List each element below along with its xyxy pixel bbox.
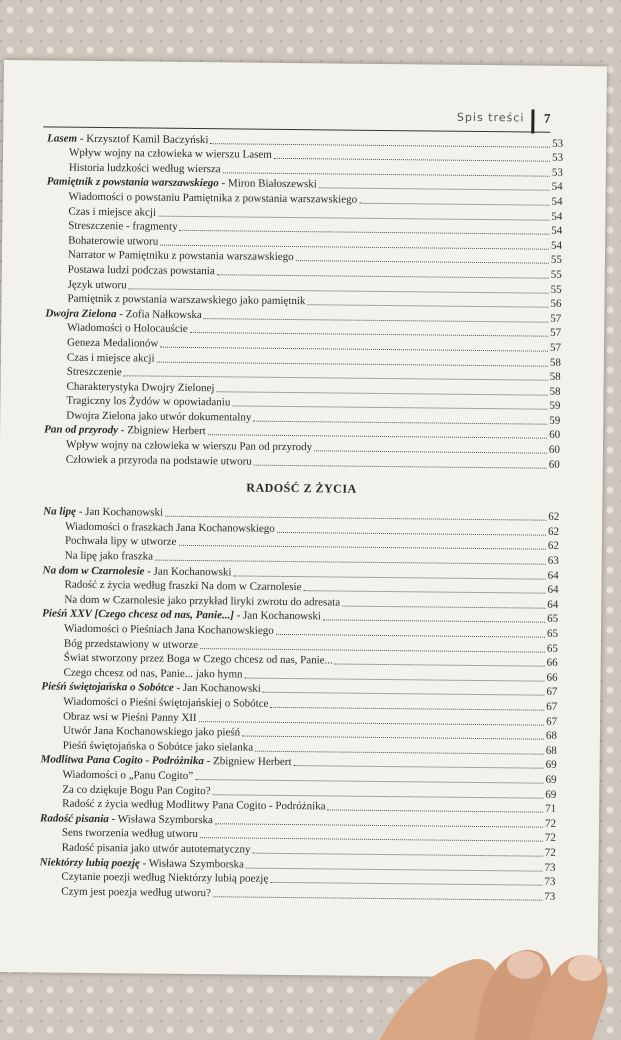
dot-leader <box>254 464 547 468</box>
page-ref: 57 <box>549 341 562 354</box>
subentry-text: Historia ludzkości według wiersza <box>68 161 221 176</box>
page-ref: 65 <box>547 613 559 626</box>
entry-title: Pieśń świętojańska o Sobótce <box>41 680 174 695</box>
page-ref: 72 <box>544 832 556 845</box>
subentry-text: Narrator w Pamiętniku z powstania warszawskiego <box>67 249 294 264</box>
page-ref: 54 <box>551 181 563 194</box>
entry-title: Pamiętnik z powstania warszawskiego <box>46 175 219 190</box>
entry-title: Dwojra Zielona <box>45 307 117 320</box>
page-ref: 57 <box>550 312 562 325</box>
page-ref: 57 <box>550 327 562 340</box>
page-ref: 54 <box>551 224 563 238</box>
dot-leader <box>277 532 546 536</box>
subentry-text: Dwojra Zielona jako utwór dokumentalny <box>66 409 252 424</box>
dot-leader <box>296 260 549 264</box>
subentry-text: Pochwała lipy w utworze <box>64 535 177 549</box>
page-ref: 72 <box>544 846 556 859</box>
subentry-text: Radość pisania jako utwór autotematyczny <box>61 841 251 856</box>
page-ref: 54 <box>551 239 563 252</box>
subentry-text: Utwór Jana Kochanowskiego jako pieśń <box>62 724 241 739</box>
subentry-text: Obraz wsi w Pieśni Panny XII <box>63 710 197 724</box>
page-ref: 65 <box>546 642 558 655</box>
dot-leader <box>276 634 545 638</box>
running-head <box>43 104 550 132</box>
entry-author: - Wisława Szymborska <box>139 856 245 871</box>
entry-title: Lasem <box>47 132 78 145</box>
page-ref: 54 <box>551 210 563 223</box>
page-ref: 67 <box>546 715 558 728</box>
page-ref: 68 <box>545 744 557 757</box>
section-title: RADOŚĆ Z ŻYCIA <box>246 480 357 496</box>
page-ref: 66 <box>546 656 558 670</box>
page-ref: 53 <box>551 151 564 165</box>
dot-leader <box>303 590 545 594</box>
entry-author: - Zbigniew Herbert <box>203 755 292 769</box>
entry-title: Pieśń XXV [Czego chcesz od nas, Panie...] <box>42 607 234 622</box>
subentry-text: Człowiek a przyroda na podstawie utworu <box>65 453 252 468</box>
subentry-text: Język utworu <box>67 278 127 291</box>
entry-author: - Jan Kochanowski <box>233 609 322 623</box>
dot-leader <box>314 450 547 453</box>
subentry-text: Geneza Medalionów <box>66 336 159 350</box>
page-ref: 68 <box>545 729 558 742</box>
subentry-text: Na lipę jako fraszka <box>64 549 154 563</box>
dot-leader <box>293 765 543 769</box>
subentry-text: Wiadomości o Pieśni świętojańskiej o Sobótce <box>63 695 269 710</box>
dot-leader <box>263 692 545 696</box>
page-ref: 73 <box>544 861 556 874</box>
page-ref: 58 <box>549 385 561 398</box>
subentry-text: Wiadomości o „Panu Cogito” <box>62 768 194 782</box>
page-ref: 58 <box>549 356 561 369</box>
entry-title: Niektórzy lubią poezję <box>39 855 140 869</box>
entry-author: - Zofia Nałkowska <box>116 307 202 321</box>
entry-author: - Zbigniew Herbert <box>118 424 206 438</box>
subentry-text: Streszczenie <box>66 365 122 379</box>
subentry-text: Sens tworzenia według utworu <box>61 826 198 841</box>
page-ref: 62 <box>548 525 560 538</box>
subentry-text: Czas i miejsce akcji <box>66 351 155 365</box>
running-head-bar <box>531 110 534 134</box>
subentry-text: Charakterystyka Dwojry Zielonej <box>66 380 215 394</box>
page-ref: 67 <box>546 700 558 713</box>
subentry-text: Czego chcesz od nas, Panie... jako hymn <box>63 666 243 681</box>
page-ref: 67 <box>546 686 558 699</box>
subentry-text: Na dom w Czarnolesie jako przykład liryki zwrotu do adresata <box>64 593 341 609</box>
entry-author: - Jan Kochanowski <box>144 565 232 579</box>
page-ref: 60 <box>548 458 560 471</box>
page-ref: 55 <box>550 283 562 296</box>
subentry-text: Streszczenie - fragmenty <box>68 219 178 233</box>
dot-leader <box>335 664 545 667</box>
page-ref: 58 <box>549 370 561 383</box>
page-ref: 69 <box>545 773 557 786</box>
page-ref: 55 <box>550 268 562 281</box>
entry-author: - Jan Kochanowski <box>75 506 164 519</box>
page-ref: 53 <box>551 166 563 179</box>
subentry-text: Tragiczny los Żydów w opowiadaniu <box>66 394 231 409</box>
subentry-text: Bohaterowie utworu <box>68 234 159 248</box>
dot-leader <box>252 853 542 857</box>
subentry-text: Wpływ wojny na człowieka w wierszu Lasem <box>68 146 272 161</box>
page-ref: 56 <box>550 297 562 310</box>
page-ref: 64 <box>547 569 559 582</box>
subentry-text: Radość z życia według Modlitwy Pana Cogito - Podróżnika <box>62 797 326 813</box>
subentry-text: Wpływ wojny na człowieka w wierszu Pan od przyrody <box>65 438 313 454</box>
dot-leader <box>213 896 542 900</box>
subentry-text: Postawa ludzi podczas powstania <box>67 263 215 278</box>
page-ref: 54 <box>551 195 563 208</box>
dot-leader <box>342 605 545 608</box>
page-ref: 53 <box>552 137 564 150</box>
subentry-text: Wiadomości o Pieśniach Jana Kochanowskiego <box>63 622 274 637</box>
page-ref: 66 <box>546 671 558 684</box>
entry-author: - Miron Białoszewski <box>218 177 317 191</box>
subentry-text: Wiadomości o fraszkach Jana Kochanowskiego <box>65 520 275 535</box>
toc-block-2 <box>39 504 559 903</box>
page-ref: 69 <box>545 759 557 772</box>
subentry-text: Wiadomości o Holocauście <box>67 321 188 336</box>
page-ref: 73 <box>544 875 556 888</box>
dot-leader <box>328 810 544 813</box>
book-page <box>0 60 607 978</box>
entry-title: Na lipę <box>43 505 77 519</box>
dot-leader <box>307 304 548 308</box>
page-ref: 64 <box>547 598 559 611</box>
subentry-text: Bóg przedstawiony w utworze <box>63 637 199 651</box>
subentry-text: Czym jest poezja według utworu? <box>61 885 212 899</box>
subentry-text: Pieśń świętojańska o Sobótce jako sielanka <box>62 739 254 754</box>
page-ref: 71 <box>545 802 557 815</box>
page-ref: 60 <box>548 443 561 456</box>
page-number: 7 <box>543 110 551 126</box>
page-ref: 63 <box>547 554 559 567</box>
dot-leader <box>255 750 544 754</box>
subentry-text: Za co dziękuje Bogu Pan Cogito? <box>62 783 211 797</box>
page-ref: 62 <box>547 540 560 553</box>
page-ref: 69 <box>545 788 557 801</box>
page-ref: 59 <box>549 400 561 413</box>
page-ref: 59 <box>549 414 561 427</box>
subentry-text: Pamiętnik z powstania warszawskiego jako pamiętnik <box>67 292 306 308</box>
subentry-text: Czas i miejsce akcji <box>68 205 157 219</box>
subentry-text: Radość z życia według fraszki Na dom w Czarnolesie <box>64 578 302 594</box>
dot-leader <box>359 203 549 206</box>
toc-block-1 <box>44 130 563 471</box>
entry-author: - Wisława Szymborska <box>108 812 214 826</box>
page-ref: 60 <box>549 429 561 442</box>
entry-title: Pan od przyrody <box>44 423 119 437</box>
entry-title: Modlitwa Pana Cogito - Podróżnika <box>40 753 204 768</box>
table-of-contents <box>39 130 563 903</box>
page-ref: 64 <box>547 583 559 597</box>
entry-title: Radość pisania <box>40 812 109 825</box>
dot-leader <box>323 620 545 623</box>
page-ref: 73 <box>544 890 556 903</box>
dot-leader <box>270 707 544 711</box>
page-ref: 55 <box>550 254 562 267</box>
dot-leader <box>270 882 542 886</box>
subentry-text: Świat stworzony przez Boga w Czego chcesz od nas, Panie... <box>63 651 333 667</box>
subentry-text: Czytanie poezji według Niektórzy lubią poezję <box>61 870 269 885</box>
page-ref: 62 <box>548 510 560 524</box>
running-head-title: Spis treści <box>456 110 525 125</box>
subentry-text: Wiadomości o powstaniu Pamiętnika z powstania warszawskiego <box>68 190 358 206</box>
dot-leader <box>319 188 550 191</box>
page-ref: 65 <box>546 627 559 640</box>
entry-author: - Krzysztof Kamil Baczyński <box>77 132 209 146</box>
entry-author: - Jan Kochanowski <box>173 682 261 696</box>
page-ref: 72 <box>544 817 557 830</box>
dot-leader <box>274 158 550 162</box>
entry-title: Na dom w Czarnolesie <box>42 564 145 578</box>
